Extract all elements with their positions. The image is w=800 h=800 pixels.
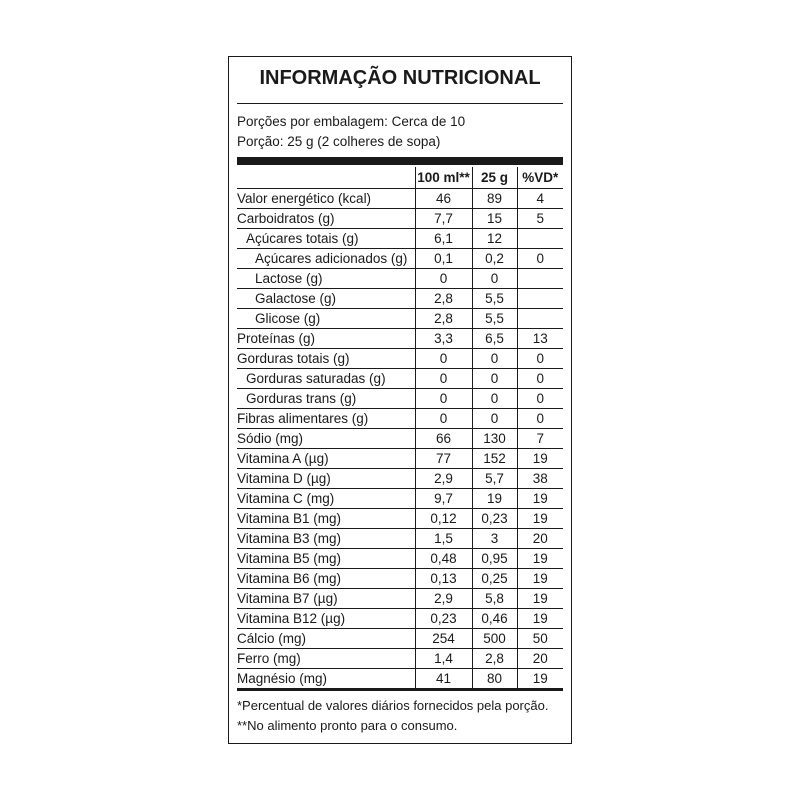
- header-per-portion: 25 g: [472, 167, 517, 189]
- value-vd: 19: [517, 549, 563, 569]
- nutrient-name: Cálcio (mg): [237, 629, 415, 649]
- table-row: [237, 309, 563, 329]
- value-per-portion: 5,8: [472, 589, 517, 609]
- table-row: [237, 509, 563, 529]
- nutrient-name: Galactose (g): [237, 289, 415, 309]
- table-row: [237, 189, 563, 209]
- value-per-portion: 0,95: [472, 549, 517, 569]
- label-title: INFORMAÇÃO NUTRICIONAL: [259, 67, 541, 89]
- nutrient-name: Vitamina C (mg): [237, 489, 415, 509]
- value-vd: 38: [517, 469, 563, 489]
- value-vd: 0: [517, 349, 563, 369]
- nutrient-name: Vitamina B6 (mg): [237, 569, 415, 589]
- footnote-ready: **No alimento pronto para o consumo.: [237, 718, 458, 733]
- table-row: [237, 389, 563, 409]
- value-per-portion: 130: [472, 429, 517, 449]
- header-per-100ml: 100 ml**: [415, 167, 472, 189]
- table-row: [237, 349, 563, 369]
- header-vd: %VD*: [517, 167, 563, 189]
- nutrient-name: Valor energético (kcal): [237, 189, 415, 209]
- value-vd: 0: [517, 249, 563, 269]
- value-per-100ml: 0: [415, 409, 472, 429]
- value-vd: 19: [517, 569, 563, 589]
- value-vd: 19: [517, 489, 563, 509]
- value-per-100ml: 9,7: [415, 489, 472, 509]
- value-per-portion: 0,2: [472, 249, 517, 269]
- value-per-100ml: 0: [415, 349, 472, 369]
- value-per-portion: 0: [472, 409, 517, 429]
- value-per-portion: 0,46: [472, 609, 517, 629]
- table-row: [237, 409, 563, 429]
- table-row: [237, 329, 563, 349]
- value-per-100ml: 41: [415, 669, 472, 690]
- table-row: [237, 449, 563, 469]
- value-per-portion: 0: [472, 389, 517, 409]
- value-per-100ml: 1,5: [415, 529, 472, 549]
- nutrition-table: [237, 167, 563, 691]
- value-per-100ml: 254: [415, 629, 472, 649]
- value-per-portion: 2,8: [472, 649, 517, 669]
- value-vd: 19: [517, 609, 563, 629]
- value-per-portion: 0: [472, 349, 517, 369]
- value-vd: 19: [517, 449, 563, 469]
- nutrient-name: Sódio (mg): [237, 429, 415, 449]
- table-header-row: [237, 167, 563, 189]
- value-per-100ml: 6,1: [415, 229, 472, 249]
- nutrient-name: Ferro (mg): [237, 649, 415, 669]
- table-row: [237, 429, 563, 449]
- table-row: [237, 629, 563, 649]
- value-vd: 20: [517, 649, 563, 669]
- serving-size: Porção: 25 g (2 colheres de sopa): [237, 134, 441, 149]
- nutrient-name: Vitamina B7 (µg): [237, 589, 415, 609]
- nutrient-name: Açúcares totais (g): [237, 229, 415, 249]
- nutrient-name: Vitamina B12 (µg): [237, 609, 415, 629]
- table-row: [237, 549, 563, 569]
- nutrition-facts-label: [228, 56, 572, 744]
- table-row: [237, 489, 563, 509]
- value-per-portion: 0: [472, 269, 517, 289]
- table-row: [237, 469, 563, 489]
- table-row: [237, 229, 563, 249]
- value-vd: [517, 229, 563, 249]
- table-row: [237, 249, 563, 269]
- servings-per-package: Porções por embalagem: Cerca de 10: [237, 114, 466, 129]
- value-vd: 13: [517, 329, 563, 349]
- value-per-100ml: 2,8: [415, 289, 472, 309]
- value-vd: 0: [517, 409, 563, 429]
- value-per-100ml: 77: [415, 449, 472, 469]
- value-per-portion: 0: [472, 369, 517, 389]
- value-vd: [517, 269, 563, 289]
- table-row: [237, 369, 563, 389]
- value-per-100ml: 0,13: [415, 569, 472, 589]
- thick-divider: [237, 157, 563, 165]
- table-row: [237, 609, 563, 629]
- nutrition-rows: [237, 189, 563, 690]
- value-per-portion: 152: [472, 449, 517, 469]
- value-per-100ml: 66: [415, 429, 472, 449]
- header-nutrient: [237, 167, 415, 189]
- value-per-100ml: 0,48: [415, 549, 472, 569]
- nutrient-name: Proteínas (g): [237, 329, 415, 349]
- value-per-100ml: 7,7: [415, 209, 472, 229]
- value-per-100ml: 0: [415, 389, 472, 409]
- nutrient-name: Açúcares adicionados (g): [237, 249, 415, 269]
- value-per-portion: 5,7: [472, 469, 517, 489]
- table-row: [237, 589, 563, 609]
- value-per-100ml: 0,12: [415, 509, 472, 529]
- value-vd: 19: [517, 509, 563, 529]
- value-per-100ml: 0,1: [415, 249, 472, 269]
- nutrient-name: Gorduras trans (g): [237, 389, 415, 409]
- nutrient-name: Fibras alimentares (g): [237, 409, 415, 429]
- nutrient-name: Lactose (g): [237, 269, 415, 289]
- value-per-100ml: 2,9: [415, 589, 472, 609]
- value-per-100ml: 46: [415, 189, 472, 209]
- value-vd: 19: [517, 589, 563, 609]
- value-vd: [517, 309, 563, 329]
- value-per-100ml: 2,8: [415, 309, 472, 329]
- value-per-portion: 5,5: [472, 309, 517, 329]
- value-per-portion: 15: [472, 209, 517, 229]
- value-per-portion: 80: [472, 669, 517, 690]
- nutrient-name: Glicose (g): [237, 309, 415, 329]
- nutrient-name: Vitamina B1 (mg): [237, 509, 415, 529]
- nutrient-name: Magnésio (mg): [237, 669, 415, 690]
- value-per-100ml: 1,4: [415, 649, 472, 669]
- nutrient-name: Vitamina B5 (mg): [237, 549, 415, 569]
- value-vd: 0: [517, 389, 563, 409]
- value-vd: 20: [517, 529, 563, 549]
- nutrient-name: Gorduras totais (g): [237, 349, 415, 369]
- value-per-portion: 12: [472, 229, 517, 249]
- value-vd: [517, 289, 563, 309]
- nutrient-name: Vitamina A (µg): [237, 449, 415, 469]
- value-per-portion: 0,23: [472, 509, 517, 529]
- table-row: [237, 269, 563, 289]
- table-row: [237, 669, 563, 690]
- value-per-portion: 5,5: [472, 289, 517, 309]
- title-divider: [237, 103, 563, 104]
- value-per-portion: 3: [472, 529, 517, 549]
- value-per-portion: 6,5: [472, 329, 517, 349]
- serving-info: [237, 112, 465, 152]
- nutrient-name: Vitamina D (µg): [237, 469, 415, 489]
- value-vd: 4: [517, 189, 563, 209]
- table-row: [237, 209, 563, 229]
- footnote-vd: *Percentual de valores diários fornecidos pela porção.: [237, 698, 549, 713]
- nutrient-name: Carboidratos (g): [237, 209, 415, 229]
- table-row: [237, 289, 563, 309]
- nutrient-name: Vitamina B3 (mg): [237, 529, 415, 549]
- value-per-100ml: 0: [415, 369, 472, 389]
- value-per-100ml: 3,3: [415, 329, 472, 349]
- value-vd: 19: [517, 669, 563, 690]
- value-vd: 0: [517, 369, 563, 389]
- value-vd: 50: [517, 629, 563, 649]
- value-vd: 7: [517, 429, 563, 449]
- nutrient-name: Gorduras saturadas (g): [237, 369, 415, 389]
- value-vd: 5: [517, 209, 563, 229]
- table-row: [237, 529, 563, 549]
- table-row: [237, 569, 563, 589]
- value-per-portion: 500: [472, 629, 517, 649]
- value-per-100ml: 0,23: [415, 609, 472, 629]
- value-per-portion: 89: [472, 189, 517, 209]
- footnotes: [237, 696, 548, 736]
- value-per-portion: 19: [472, 489, 517, 509]
- value-per-portion: 0,25: [472, 569, 517, 589]
- value-per-100ml: 2,9: [415, 469, 472, 489]
- value-per-100ml: 0: [415, 269, 472, 289]
- table-row: [237, 649, 563, 669]
